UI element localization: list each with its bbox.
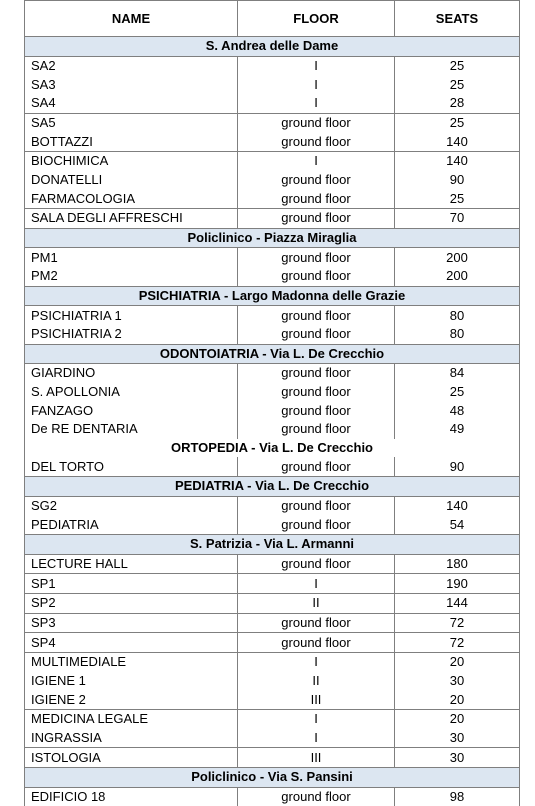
room-seats: 20	[395, 690, 520, 709]
room-floor: I	[238, 151, 395, 170]
room-floor: III	[238, 690, 395, 709]
room-seats: 80	[395, 306, 520, 325]
room-seats: 98	[395, 787, 520, 806]
section-row	[25, 535, 520, 555]
room-name: IGIENE 1	[25, 672, 238, 691]
room-seats: 54	[395, 515, 520, 534]
room-seats: 200	[395, 267, 520, 286]
room-seats: 20	[395, 653, 520, 672]
room-floor: I	[238, 574, 395, 594]
room-name: BIOCHIMICA	[25, 151, 238, 170]
section-title: ODONTOIATRIA - Via L. De Crecchio	[25, 344, 520, 364]
table-row	[25, 613, 520, 633]
table-row	[25, 729, 520, 748]
table-row	[25, 787, 520, 806]
room-floor: ground floor	[238, 132, 395, 151]
section-title: S. Patrizia - Via L. Armanni	[25, 535, 520, 555]
table-row	[25, 94, 520, 113]
room-name: BOTTAZZI	[25, 132, 238, 151]
header-floor: FLOOR	[238, 1, 395, 37]
table-row	[25, 457, 520, 476]
room-floor: ground floor	[238, 787, 395, 806]
section-title: PEDIATRIA - Via L. De Crecchio	[25, 477, 520, 497]
room-floor: ground floor	[238, 515, 395, 534]
table-row	[25, 113, 520, 132]
table-row	[25, 401, 520, 420]
room-seats: 140	[395, 132, 520, 151]
room-name: MULTIMEDIALE	[25, 653, 238, 672]
room-floor: ground floor	[238, 113, 395, 132]
room-floor: II	[238, 594, 395, 614]
section-title: Policlinico - Piazza Miraglia	[25, 228, 520, 248]
table-row	[25, 515, 520, 534]
room-floor: II	[238, 672, 395, 691]
room-seats: 70	[395, 208, 520, 228]
section-row	[25, 286, 520, 306]
table-row	[25, 56, 520, 75]
room-name: ISTOLOGIA	[25, 748, 238, 768]
room-floor: I	[238, 729, 395, 748]
room-seats: 20	[395, 709, 520, 728]
room-floor: ground floor	[238, 613, 395, 633]
rooms-table	[24, 0, 520, 806]
room-name: De RE DENTARIA	[25, 420, 238, 439]
header-seats: SEATS	[395, 1, 520, 37]
room-name: DONATELLI	[25, 171, 238, 190]
room-name: SA5	[25, 113, 238, 132]
section-row	[25, 477, 520, 497]
section-row	[25, 439, 520, 458]
table-row	[25, 248, 520, 267]
table-row	[25, 171, 520, 190]
room-seats: 190	[395, 574, 520, 594]
room-seats: 49	[395, 420, 520, 439]
room-floor: I	[238, 653, 395, 672]
room-name: SG2	[25, 496, 238, 515]
room-name: SP2	[25, 594, 238, 614]
table-row	[25, 672, 520, 691]
section-title: S. Andrea delle Dame	[25, 37, 520, 57]
room-name: SA4	[25, 94, 238, 113]
table-row	[25, 653, 520, 672]
room-seats: 25	[395, 75, 520, 94]
table-row	[25, 554, 520, 574]
room-name: SALA DEGLI AFFRESCHI	[25, 208, 238, 228]
room-floor: I	[238, 709, 395, 728]
room-name: SP1	[25, 574, 238, 594]
table-row	[25, 151, 520, 170]
table-row	[25, 364, 520, 383]
section-title: ORTOPEDIA - Via L. De Crecchio	[25, 439, 520, 458]
room-name: PM1	[25, 248, 238, 267]
room-floor: ground floor	[238, 457, 395, 476]
room-name: MEDICINA LEGALE	[25, 709, 238, 728]
section-title: PSICHIATRIA - Largo Madonna delle Grazie	[25, 286, 520, 306]
table-row	[25, 496, 520, 515]
room-seats: 25	[395, 113, 520, 132]
room-floor: I	[238, 94, 395, 113]
header-row	[25, 1, 520, 37]
room-floor: ground floor	[238, 306, 395, 325]
room-name: FARMACOLOGIA	[25, 189, 238, 208]
room-seats: 30	[395, 672, 520, 691]
room-floor: ground floor	[238, 267, 395, 286]
room-floor: ground floor	[238, 633, 395, 653]
table-row	[25, 748, 520, 768]
table-row	[25, 75, 520, 94]
room-seats: 80	[395, 325, 520, 344]
room-name: LECTURE HALL	[25, 554, 238, 574]
room-name: GIARDINO	[25, 364, 238, 383]
room-seats: 25	[395, 56, 520, 75]
table-row	[25, 594, 520, 614]
room-floor: ground floor	[238, 401, 395, 420]
section-row	[25, 767, 520, 787]
table-row	[25, 325, 520, 344]
room-seats: 144	[395, 594, 520, 614]
room-name: DEL TORTO	[25, 457, 238, 476]
room-floor: III	[238, 748, 395, 768]
room-name: EDIFICIO 18	[25, 787, 238, 806]
room-floor: ground floor	[238, 325, 395, 344]
table-row	[25, 132, 520, 151]
room-seats: 28	[395, 94, 520, 113]
room-seats: 90	[395, 457, 520, 476]
room-seats: 90	[395, 171, 520, 190]
room-seats: 30	[395, 729, 520, 748]
table-row	[25, 420, 520, 439]
room-seats: 200	[395, 248, 520, 267]
table-row	[25, 383, 520, 402]
room-name: SA3	[25, 75, 238, 94]
room-seats: 72	[395, 613, 520, 633]
room-seats: 84	[395, 364, 520, 383]
room-name: IGIENE 2	[25, 690, 238, 709]
table-row	[25, 208, 520, 228]
room-floor: ground floor	[238, 383, 395, 402]
room-floor: ground floor	[238, 364, 395, 383]
section-row	[25, 37, 520, 57]
room-name: SP3	[25, 613, 238, 633]
room-name: INGRASSIA	[25, 729, 238, 748]
table-body	[25, 37, 520, 806]
room-seats: 25	[395, 189, 520, 208]
room-floor: I	[238, 56, 395, 75]
section-title: Policlinico - Via S. Pansini	[25, 767, 520, 787]
table-row	[25, 267, 520, 286]
room-floor: ground floor	[238, 189, 395, 208]
room-seats: 48	[395, 401, 520, 420]
table-row	[25, 306, 520, 325]
header-name: NAME	[25, 1, 238, 37]
room-floor: I	[238, 75, 395, 94]
room-name: FANZAGO	[25, 401, 238, 420]
room-seats: 30	[395, 748, 520, 768]
room-name: PSICHIATRIA 2	[25, 325, 238, 344]
room-floor: ground floor	[238, 171, 395, 190]
room-name: S. APOLLONIA	[25, 383, 238, 402]
room-seats: 140	[395, 151, 520, 170]
room-floor: ground floor	[238, 208, 395, 228]
room-name: PM2	[25, 267, 238, 286]
room-seats: 72	[395, 633, 520, 653]
room-name: PEDIATRIA	[25, 515, 238, 534]
section-row	[25, 344, 520, 364]
room-seats: 140	[395, 496, 520, 515]
room-seats: 180	[395, 554, 520, 574]
room-floor: ground floor	[238, 248, 395, 267]
room-floor: ground floor	[238, 420, 395, 439]
table-row	[25, 574, 520, 594]
table-row	[25, 633, 520, 653]
table-row	[25, 690, 520, 709]
table-row	[25, 709, 520, 728]
room-floor: ground floor	[238, 554, 395, 574]
room-name: SP4	[25, 633, 238, 653]
room-seats: 25	[395, 383, 520, 402]
table-row	[25, 189, 520, 208]
room-floor: ground floor	[238, 496, 395, 515]
section-row	[25, 228, 520, 248]
room-name: SA2	[25, 56, 238, 75]
room-name: PSICHIATRIA 1	[25, 306, 238, 325]
